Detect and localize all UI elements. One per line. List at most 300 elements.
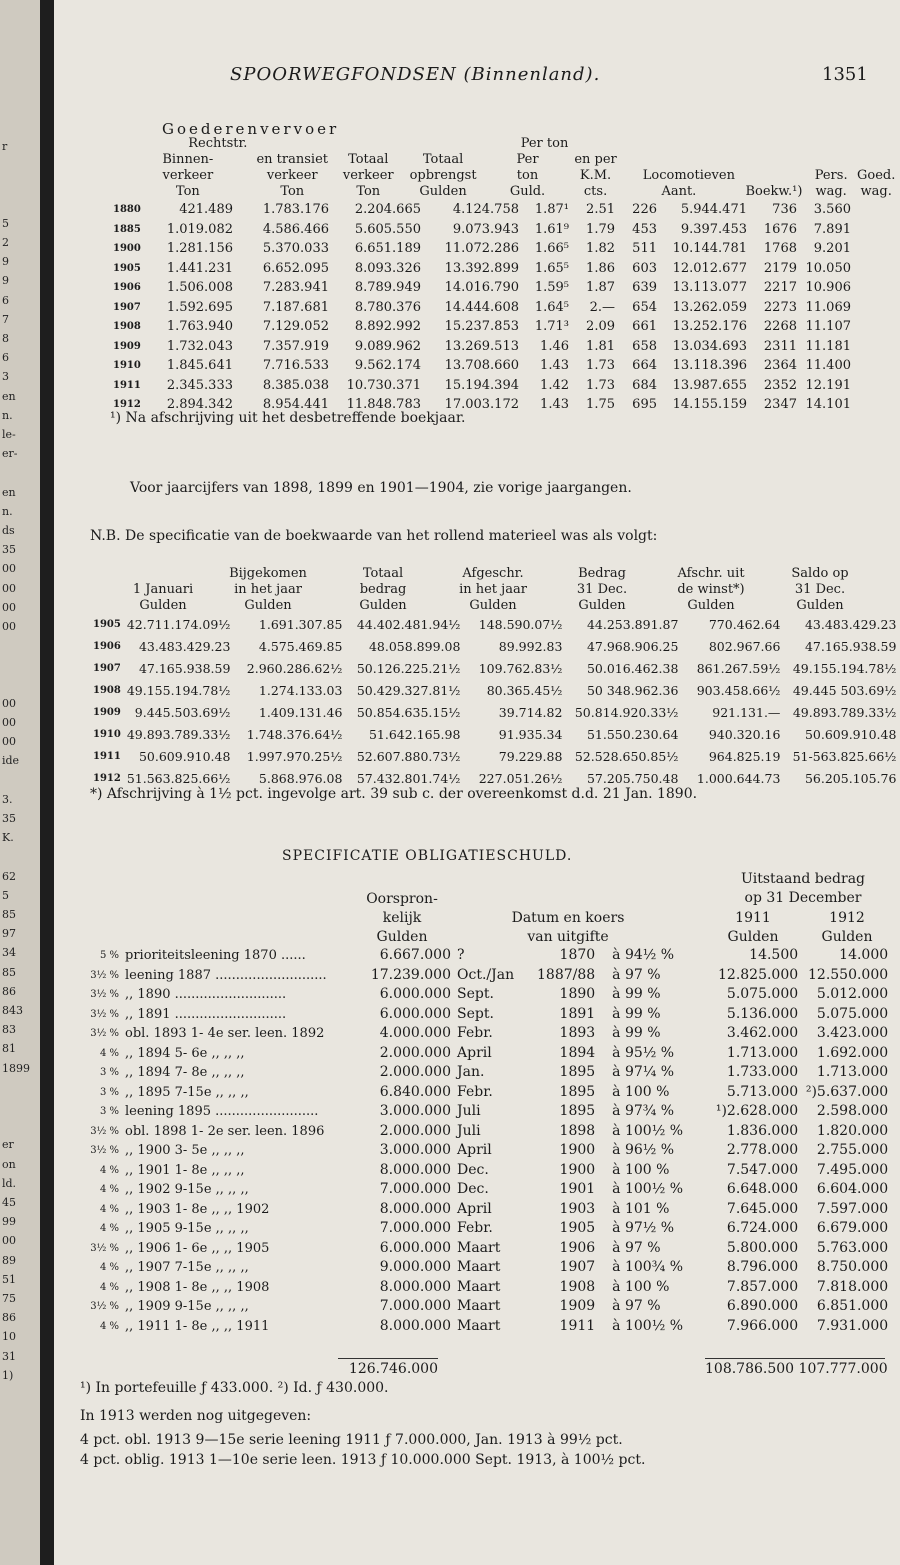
edge-fragment: 85 <box>2 908 16 921</box>
cell-v1911: 1.733.000 <box>726 1064 799 1080</box>
cell-year: 1895 <box>559 1064 596 1080</box>
table-cell: 1.019.082 <box>166 221 233 237</box>
table-cell: 695 <box>632 397 657 412</box>
table-cell: 1.66⁵ <box>534 241 569 256</box>
cell-desc: ,, 1911 1- 8e ,, ,, 1911 <box>125 1318 270 1334</box>
gh-c9: Pers. wag. <box>814 168 848 199</box>
edge-fragment: 5 <box>2 888 9 902</box>
cell-year: 1908 <box>559 1278 596 1295</box>
row-year: 1907 <box>113 301 141 313</box>
table-cell: 1.65⁵ <box>534 260 569 276</box>
gh-c8: Boekw.¹) <box>745 184 803 199</box>
cell-v1912: 1.820.000 <box>816 1122 889 1139</box>
cell-orig: 8.000.000 <box>379 1278 451 1295</box>
oh-1911: 1911 Gulden <box>727 910 779 945</box>
table-cell: 770.462.64 <box>708 617 781 632</box>
cell-month: Sept. <box>457 1005 494 1022</box>
table-cell: 1.75 <box>586 397 615 412</box>
row-year: 1905 <box>113 262 141 274</box>
table-cell: 13.113.077 <box>672 280 747 295</box>
table-cell: 1.73 <box>586 358 615 373</box>
table-cell: 1.64⁵ <box>534 299 569 315</box>
table-cell: 57.205.750.48 <box>586 771 679 786</box>
table-cell: 39.714.82 <box>498 705 563 720</box>
table-row <box>80 1063 891 1083</box>
row-year: 1880 <box>113 204 141 215</box>
table-cell: 1.86 <box>586 260 615 276</box>
table-cell: 6.651.189 <box>354 241 421 256</box>
cell-month: Maart <box>457 1239 501 1256</box>
adjacent-page-edge <box>0 0 44 1565</box>
cell-v1911: 7.857.000 <box>726 1278 799 1295</box>
row-year: 1905 <box>93 619 121 630</box>
cell-pct: 5 % <box>99 950 119 961</box>
table-cell: 13.987.655 <box>672 377 747 393</box>
table-cell: 1.506.008 <box>166 280 233 295</box>
cell-desc: ,, 1908 1- 8e ,, ,, 1908 <box>125 1279 270 1295</box>
edge-fragment: 99 <box>2 1215 16 1229</box>
table-cell: 47.165.938.59 <box>138 661 231 676</box>
cell-orig: 8.000.000 <box>379 1200 451 1217</box>
table-cell: 1.000.644.73 <box>696 771 781 786</box>
cell-desc: ,, 1906 1- 6e ,, ,, 1905 <box>125 1240 270 1256</box>
row-year: 1900 <box>113 243 141 254</box>
edge-fragment: 00 <box>2 735 16 749</box>
table-row <box>80 1005 891 1025</box>
table-cell: 7.357.919 <box>262 338 329 354</box>
cell-desc: ,, 1903 1- 8e ,, ,, 1902 <box>125 1201 270 1217</box>
cell-pct: 4 % <box>99 1281 119 1293</box>
table-cell: 10.906 <box>805 280 851 295</box>
table-cell: 11.069 <box>805 299 851 315</box>
cell-month: Juli <box>457 1103 481 1119</box>
table-row <box>110 278 854 298</box>
table-cell: 11.107 <box>805 319 851 334</box>
table-row <box>80 1219 891 1239</box>
table-cell: 1.281.156 <box>166 241 233 256</box>
row-year: 1906 <box>93 641 121 652</box>
cell-year: 1900 <box>559 1142 596 1158</box>
cell-v1911: ¹)2.628.000 <box>715 1103 799 1119</box>
table-row <box>80 1141 891 1161</box>
table-cell: 1.845.641 <box>166 358 233 373</box>
cell-desc: ,, 1891 ........................... <box>125 1006 287 1022</box>
table-row <box>80 1122 891 1142</box>
cell-koers: à 99 % <box>612 986 661 1002</box>
obligatie-body <box>80 946 891 1336</box>
cell-v1911: 6.648.000 <box>726 1181 799 1197</box>
edge-fragment: 86 <box>2 1311 16 1325</box>
table-cell: 51.550.230.64 <box>586 727 679 742</box>
table-cell: 2.345.333 <box>166 377 233 393</box>
table-cell: 10.050 <box>805 260 851 276</box>
total-uitstaand <box>705 1358 888 1377</box>
table-cell: 50.854.635.15½ <box>356 705 461 720</box>
cell-year: 1900 <box>559 1161 596 1178</box>
cell-month: April <box>457 1044 492 1061</box>
table-cell: 44.402.481.94½ <box>356 617 461 632</box>
mh-c6: Afschr. uit de winst*) Gulden <box>677 566 745 613</box>
cell-v1911: 1.836.000 <box>726 1122 799 1139</box>
table-cell: 227.051.26½ <box>478 771 563 786</box>
gh-c1: Rechtstr. Binnen- verkeer Ton <box>162 136 248 199</box>
edge-fragment: 00 <box>2 1234 16 1248</box>
table-cell: 1.441.231 <box>166 260 233 276</box>
table-cell: 49.155.194.78½ <box>126 683 231 698</box>
table-cell: 14.101 <box>805 397 851 412</box>
goederen-title: Goederenvervoer <box>162 120 340 138</box>
table-cell: 50.609.910.48 <box>138 749 231 764</box>
table-row <box>90 724 899 746</box>
edge-fragment: 1) <box>2 1368 14 1382</box>
table-cell: 4.575.469.85 <box>258 639 343 654</box>
cell-pct: 3 % <box>99 1086 119 1098</box>
edge-fragment: on <box>2 1157 16 1171</box>
edge-fragment: 89 <box>2 1253 16 1267</box>
cell-year: 1906 <box>559 1239 596 1256</box>
edge-fragment: 6 <box>2 293 9 307</box>
table-row <box>110 376 854 396</box>
goederen-note: Voor jaarcijfers van 1898, 1899 en 1901—1904, zie vorige jaargangen. <box>130 480 632 496</box>
cell-year: 1898 <box>559 1122 596 1139</box>
cell-month: Febr. <box>457 1025 493 1041</box>
cell-v1911: 5.713.000 <box>726 1083 799 1100</box>
obligatie-footnote-4: 4 pct. oblig. 1913 1—10e serie leen. 1913 ƒ 10.000.000 Sept. 1913, à 100½ pct. <box>80 1452 646 1468</box>
table-cell: 964.825.19 <box>708 749 781 764</box>
table-cell: 2.960.286.62½ <box>246 661 343 676</box>
edge-fragment: 34 <box>2 946 16 960</box>
table-cell: 10.144.781 <box>672 241 747 256</box>
cell-orig: 7.000.000 <box>379 1181 451 1197</box>
cell-koers: à 95½ % <box>612 1044 675 1061</box>
edge-fragment: 75 <box>2 1292 16 1305</box>
table-row <box>90 636 899 658</box>
cell-year: 1901 <box>559 1181 596 1197</box>
goederen-header <box>110 136 900 200</box>
edge-fragment: 62 <box>2 869 16 883</box>
table-cell: 57.432.801.74½ <box>356 771 461 786</box>
cell-pct: 3½ % <box>90 1145 119 1156</box>
edge-fragment: er <box>2 1138 14 1152</box>
edge-fragment: 843 <box>2 1004 23 1017</box>
table-row <box>80 946 891 966</box>
table-cell: 1.783.176 <box>262 202 329 217</box>
table-cell: 9.089.962 <box>354 338 421 354</box>
table-cell: 49.445 503.69½ <box>792 683 897 698</box>
cell-desc: obl. 1898 1- 2e ser. leen. 1896 <box>125 1123 325 1139</box>
cell-orig: 6.667.000 <box>379 947 451 963</box>
table-cell: 13.034.693 <box>672 338 747 354</box>
table-cell: 1.71³ <box>534 319 569 334</box>
edge-fragment: 10 <box>2 1330 16 1344</box>
table-cell: 47.968.906.25 <box>586 639 679 654</box>
edge-fragment: 00 <box>2 581 16 595</box>
edge-fragment: ide <box>2 754 20 768</box>
cell-desc: prioriteitsleening 1870 ...... <box>125 948 306 963</box>
table-cell: 11.181 <box>805 338 851 354</box>
cell-desc: ,, 1905 9-15e ,, ,, ,, <box>125 1221 249 1236</box>
obligatie-table <box>80 946 891 1336</box>
edge-fragment: 86 <box>2 984 16 998</box>
cell-desc: ,, 1909 9-15e ,, ,, ,, <box>125 1299 249 1314</box>
table-cell: 44.253.891.87 <box>586 617 679 632</box>
cell-v1912: 7.818.000 <box>816 1278 889 1295</box>
table-cell: 47.165.938.59 <box>804 639 897 654</box>
cell-year: 1907 <box>559 1259 596 1275</box>
table-row <box>80 1200 891 1220</box>
cell-desc: ,, 1890 ........................... <box>125 987 287 1002</box>
table-row <box>110 298 854 318</box>
gh-c10: Goed. wag. <box>857 168 896 199</box>
cell-desc: ,, 1900 3- 5e ,, ,, ,, <box>125 1143 245 1158</box>
cell-koers: à 100½ % <box>612 1317 684 1334</box>
table-cell: 50 348.962.36 <box>586 683 679 698</box>
table-cell: 2352 <box>763 377 797 393</box>
row-year: 1909 <box>93 707 121 718</box>
cell-year: 1870 <box>559 947 596 963</box>
table-row <box>80 1317 891 1337</box>
cell-desc: ,, 1902 9-15e ,, ,, ,, <box>125 1182 249 1197</box>
obligatie-header <box>80 866 890 951</box>
cell-month: Dec. <box>457 1161 489 1178</box>
table-cell: 1.82 <box>586 241 615 256</box>
cell-v1912: 5.763.000 <box>816 1239 889 1256</box>
table-cell: 109.762.83½ <box>478 661 563 676</box>
cell-v1911: 5.136.000 <box>726 1005 799 1022</box>
table-cell: 43.483.429.23 <box>138 639 231 654</box>
table-cell: 2217 <box>763 280 797 295</box>
table-cell: 1.73 <box>586 377 615 393</box>
table-cell: 42.711.174.09½ <box>126 617 231 632</box>
cell-koers: à 101 % <box>612 1200 670 1217</box>
table-cell: 79.229.88 <box>498 749 563 764</box>
row-year: 1908 <box>93 685 121 696</box>
table-cell: 8.789.949 <box>354 280 421 295</box>
materieel-intro: N.B. De specificatie van de boekwaarde van het rollend materieel was als volgt: <box>90 528 658 544</box>
cell-v1912: 2.755.000 <box>816 1142 889 1158</box>
table-row <box>110 220 854 240</box>
mh-c1: 1 Januari Gulden <box>132 582 194 613</box>
cell-year: 1903 <box>559 1200 596 1217</box>
cell-v1912: 3.423.000 <box>816 1025 889 1041</box>
table-cell: 1.274.133.03 <box>258 683 343 698</box>
cell-month: Oct./Jan <box>457 966 515 983</box>
table-row <box>80 1297 891 1317</box>
gh-c4: Totaal opbrengst Gulden <box>409 152 477 199</box>
table-cell: 661 <box>632 319 657 334</box>
table-cell: 1.763.940 <box>166 319 233 334</box>
table-row <box>110 200 854 220</box>
cell-koers: à 97½ % <box>612 1220 675 1236</box>
cell-year: 1895 <box>559 1083 596 1100</box>
mh-c5: Bedrag 31 Dec. Gulden <box>576 566 628 613</box>
cell-pct: 3½ % <box>90 1301 119 1312</box>
table-row <box>80 1102 891 1122</box>
cell-orig: 8.000.000 <box>379 1317 451 1334</box>
edge-fragment: 9 <box>2 255 9 269</box>
table-cell: 89.992.83 <box>498 639 563 654</box>
table-cell: 1.732.043 <box>166 338 233 354</box>
gh-c2: en transiet verkeer Ton <box>256 152 328 199</box>
table-cell: 684 <box>632 377 657 393</box>
table-cell: 56.205.105.76 <box>804 771 897 786</box>
table-cell: 1.748.376.64½ <box>246 727 343 742</box>
table-row <box>80 1044 891 1064</box>
row-year: 1910 <box>93 729 121 740</box>
table-cell: 80.365.45½ <box>486 683 563 698</box>
cell-month: Febr. <box>457 1083 493 1100</box>
table-cell: 7.891 <box>813 221 851 237</box>
cell-v1912: 12.550.000 <box>808 966 889 983</box>
table-cell: 13.252.176 <box>672 319 747 334</box>
table-cell: 1676 <box>763 221 797 237</box>
table-cell: 5.868.976.08 <box>258 771 343 786</box>
table-cell: 49.893.789.33½ <box>792 705 897 720</box>
table-cell: 8.780.376 <box>354 299 421 315</box>
cell-v1911: 8.796.000 <box>726 1259 799 1275</box>
edge-fragment: en <box>2 389 16 403</box>
cell-v1912: 14.000 <box>839 947 889 963</box>
table-row <box>80 1258 891 1278</box>
cell-pct: 3½ % <box>90 1008 119 1020</box>
table-cell: 1.87¹ <box>534 202 569 217</box>
cell-month: Maart <box>457 1259 501 1275</box>
edge-fragment: 00 <box>2 716 16 729</box>
edge-fragment: 31 <box>2 1349 16 1363</box>
table-cell: 49.155.194.78½ <box>792 661 897 676</box>
cell-pct: 3½ % <box>90 1125 119 1137</box>
cell-koers: à 100 % <box>612 1278 670 1295</box>
table-cell: 654 <box>632 299 657 315</box>
table-cell: 8.892.992 <box>354 319 421 334</box>
table-cell: 802.967.66 <box>708 639 781 654</box>
table-cell: 1.997.970.25½ <box>246 749 343 764</box>
table-cell: 1.79 <box>586 221 615 237</box>
table-cell: 1.691.307.85 <box>258 617 343 632</box>
gh-c6: en per K.M. cts. <box>574 152 617 199</box>
table-row <box>110 356 854 376</box>
cell-pct: 4 % <box>99 1262 119 1273</box>
goederen-body <box>110 200 854 415</box>
cell-koers: à 100½ % <box>612 1122 684 1139</box>
row-year: 1910 <box>113 360 141 371</box>
table-cell: 4.124.758 <box>452 202 519 217</box>
edge-fragment: 85 <box>2 965 16 979</box>
row-year: 1909 <box>113 340 141 352</box>
cell-v1911: 14.500 <box>749 947 799 963</box>
cell-v1912: 6.604.000 <box>816 1181 889 1197</box>
table-cell: 421.489 <box>179 202 233 217</box>
edge-fragment: ds <box>2 524 15 537</box>
cell-koers: à 100½ % <box>612 1181 684 1197</box>
edge-fragment: le- <box>2 428 16 441</box>
table-cell: 2.09 <box>586 319 615 334</box>
table-row <box>80 966 891 986</box>
cell-month: Sept. <box>457 986 494 1002</box>
cell-v1912: 6.679.000 <box>816 1220 889 1236</box>
table-cell: 1.43 <box>540 358 569 373</box>
gh-c5: Per ton Per ton Guld. <box>509 136 569 199</box>
table-cell: 50.126.225.21½ <box>356 661 461 676</box>
table-cell: 14.444.608 <box>444 299 519 315</box>
cell-orig: 2.000.000 <box>379 1044 451 1061</box>
cell-orig: 17.239.000 <box>370 966 451 983</box>
gh-c7: Locomotieven Aant. <box>642 168 735 199</box>
cell-koers: à 97¼ % <box>612 1064 675 1080</box>
table-cell: 9.201 <box>813 241 851 256</box>
table-cell: 51.642.165.98 <box>368 727 461 742</box>
table-cell: 664 <box>632 358 657 373</box>
cell-orig: 7.000.000 <box>379 1220 451 1236</box>
table-row <box>110 337 854 357</box>
table-cell: 1.592.695 <box>166 299 233 315</box>
obligatie-footnote-3: 4 pct. obl. 1913 9—15e serie leening 1911 ƒ 7.000.000, Jan. 1913 à 99½ pct. <box>80 1432 623 1448</box>
cell-year: 1911 <box>559 1317 596 1334</box>
edge-fragment: 97 <box>2 927 16 941</box>
table-row <box>80 1278 891 1298</box>
table-cell: 5.944.471 <box>680 202 747 217</box>
oh-datum: Datum en koers van uitgifte <box>511 910 625 945</box>
materieel-header <box>90 566 878 614</box>
table-cell: 511 <box>632 241 657 256</box>
edge-fragment: 00 <box>2 620 16 633</box>
edge-fragment: 2 <box>2 236 9 249</box>
cell-pct: 4 % <box>99 1223 119 1234</box>
table-cell: 1768 <box>763 241 797 256</box>
cell-orig: 6.000.000 <box>379 986 451 1002</box>
cell-month: Dec. <box>457 1181 489 1197</box>
table-cell: 639 <box>632 280 657 295</box>
cell-desc: obl. 1893 1- 4e ser. leen. 1892 <box>125 1026 325 1041</box>
table-cell: 7.716.533 <box>262 358 329 373</box>
table-row <box>90 614 899 636</box>
obligatie-footnote-1: ¹) In portefeuille ƒ 433.000. ²) Id. ƒ 430.000. <box>80 1380 389 1396</box>
table-cell: 7.283.941 <box>262 280 329 295</box>
table-cell: 3.560 <box>813 202 851 217</box>
table-row <box>90 702 899 724</box>
cell-koers: à 100¾ % <box>612 1259 684 1275</box>
table-cell: 50.016.462.38 <box>586 661 679 676</box>
table-cell: 8.385.038 <box>262 377 329 393</box>
cell-month: April <box>457 1200 492 1217</box>
cell-orig: 2.000.000 <box>379 1064 451 1080</box>
row-year: 1885 <box>113 223 141 235</box>
table-cell: 1.87 <box>586 280 615 295</box>
table-cell: 1.409.131.46 <box>258 705 343 720</box>
edge-fragment: 45 <box>2 1196 16 1209</box>
table-cell: 51-563.825.66½ <box>792 749 897 764</box>
cell-v1912: 1.713.000 <box>816 1064 889 1080</box>
cell-v1911: 7.966.000 <box>726 1317 799 1334</box>
cell-koers: à 100 % <box>612 1083 670 1100</box>
edge-fragment: 00 <box>2 600 16 614</box>
cell-v1911: 7.547.000 <box>726 1161 799 1178</box>
table-cell: 2.— <box>589 299 615 315</box>
cell-year: 1905 <box>559 1220 596 1236</box>
table-row <box>80 1161 891 1181</box>
table-cell: 2347 <box>763 397 797 412</box>
cell-desc: ,, 1894 5- 6e ,, ,, ,, <box>125 1045 245 1061</box>
table-cell: 8.954.441 <box>262 397 329 412</box>
table-cell: 13.269.513 <box>444 338 519 354</box>
cell-v1912: ²)5.637.000 <box>805 1083 889 1100</box>
cell-v1911: 2.778.000 <box>726 1142 799 1158</box>
cell-desc: ,, 1894 7- 8e ,, ,, ,, <box>125 1065 245 1080</box>
cell-orig: 6.000.000 <box>379 1005 451 1022</box>
edge-fragment: 1899 <box>2 1061 30 1075</box>
cell-v1911: 3.462.000 <box>726 1025 799 1041</box>
table-cell: 50.429.327.81½ <box>356 683 461 698</box>
